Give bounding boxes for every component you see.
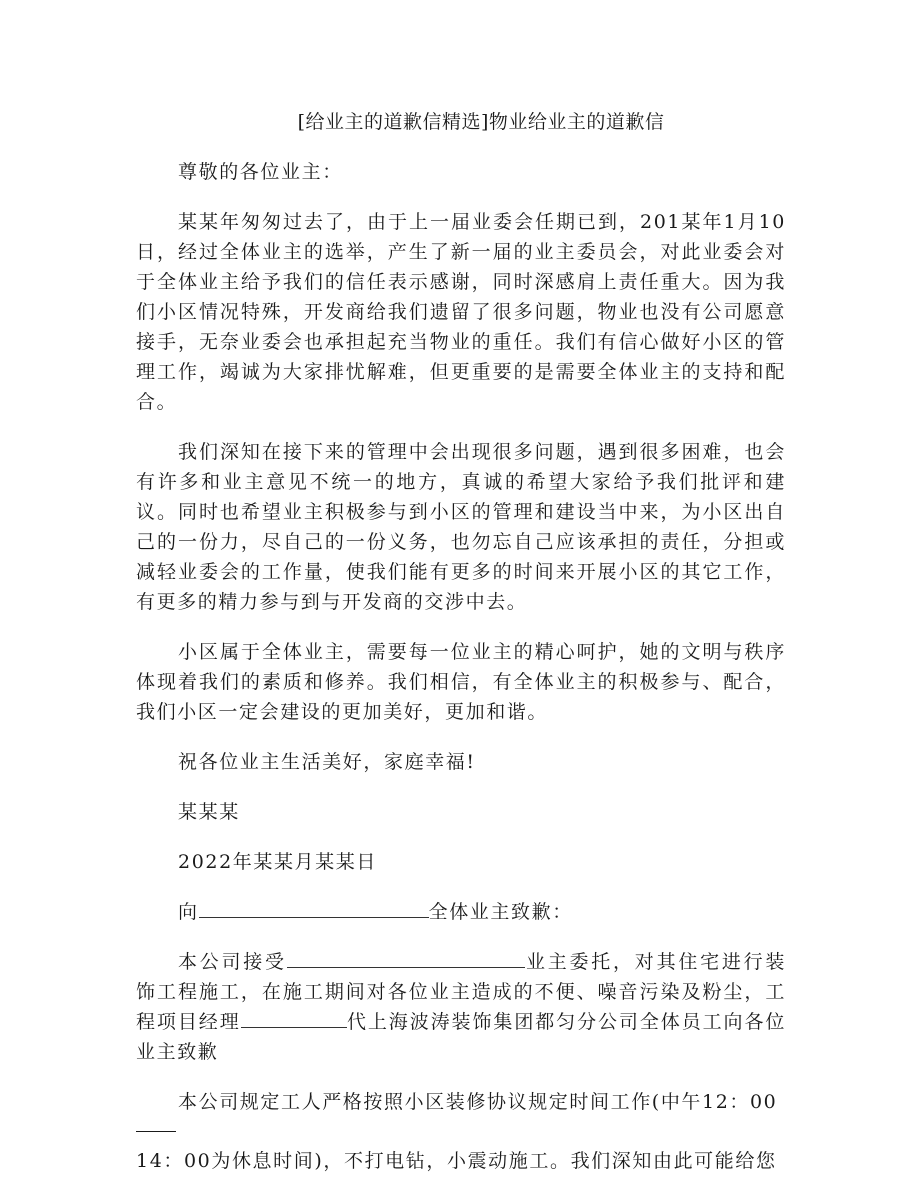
para2-line1: 本公司规定工人严格按照小区装修协议规定时间工作(中午12：00 — [178, 1091, 778, 1113]
para1-suffix: 代上海波涛装饰集团都匀分公司全体员工向各位业主致歉 — [136, 1011, 786, 1063]
recipient-blank-field — [199, 897, 429, 918]
greeting-suffix: 全体业主致歉： — [428, 901, 573, 923]
greeting-prefix: 向 — [178, 901, 199, 923]
owner-blank-field — [287, 947, 525, 968]
apology-paragraph-2 — [136, 1087, 786, 1117]
apology-paragraph-2-continued: 14：00为休息时间)，不打电钻，小震动施工。我们深知由此可能给您 — [136, 1150, 777, 1172]
body-paragraph-3: 小区属于全体业主，需要每一位业主的精心呵护，她的文明与秩序体现着我们的素质和修养。我们相信，有全体业主的积极参与、配合，我们小区一定会建设的更加美好，更加和谐。 — [136, 641, 786, 723]
document-page — [136, 108, 786, 1196]
apology-greeting — [136, 897, 786, 927]
salutation: 尊敬的各位业主： — [178, 161, 343, 183]
document-title: [给业主的道歉信精选]物业给业主的道歉信 — [297, 111, 665, 133]
apology-paragraph-1 — [136, 947, 786, 1067]
body-paragraph-2: 我们深知在接下来的管理中会出现很多问题，遇到很多困难，也会有许多和业主意见不统一的地方，真诚的希望大家给予我们批评和建议。同时也希望业主积极参与到小区的管理和建设当中来，为小区出自己的一份力，尽自己的一份义务，也勿忘自己应该承担的责任，分担或减轻业委会的工作量，使我们能有更多的时间来开展小区的其它工作，有更多的精力参与到与开发商的交涉中去。 — [136, 441, 786, 613]
para1-prefix: 本公司接受 — [178, 951, 287, 973]
body-paragraph-1: 某某年匆匆过去了，由于上一届业委会任期已到，201某年1月10日，经过全体业主的选举，产生了新一届的业主委员会，对此业委会对于全体业主给予我们的信任表示感谢，同时深感肩上责任重大。因为我们小区情况特殊，开发商给我们遗留了很多问题，物业也没有公司愿意接手，无奈业委会也承担起充当物业的重任。我们有信心做好小区的管理工作，竭诚为大家排忧解难，但更重要的是需要全体业主的支持和配合。 — [136, 211, 786, 413]
date: 2022年某某月某某日 — [178, 851, 377, 873]
em-dash-divider — [136, 1117, 176, 1132]
manager-blank-field — [241, 1007, 347, 1028]
signature: 某某某 — [178, 801, 240, 823]
closing-wish: 祝各位业主生活美好，家庭幸福! — [178, 751, 476, 773]
para1-middle: 业主委托，对其住宅进行装饰工程施工，在施工期间对各位业主造成的不便、噪音污染及粉尘，工程项目经理 — [136, 951, 786, 1033]
